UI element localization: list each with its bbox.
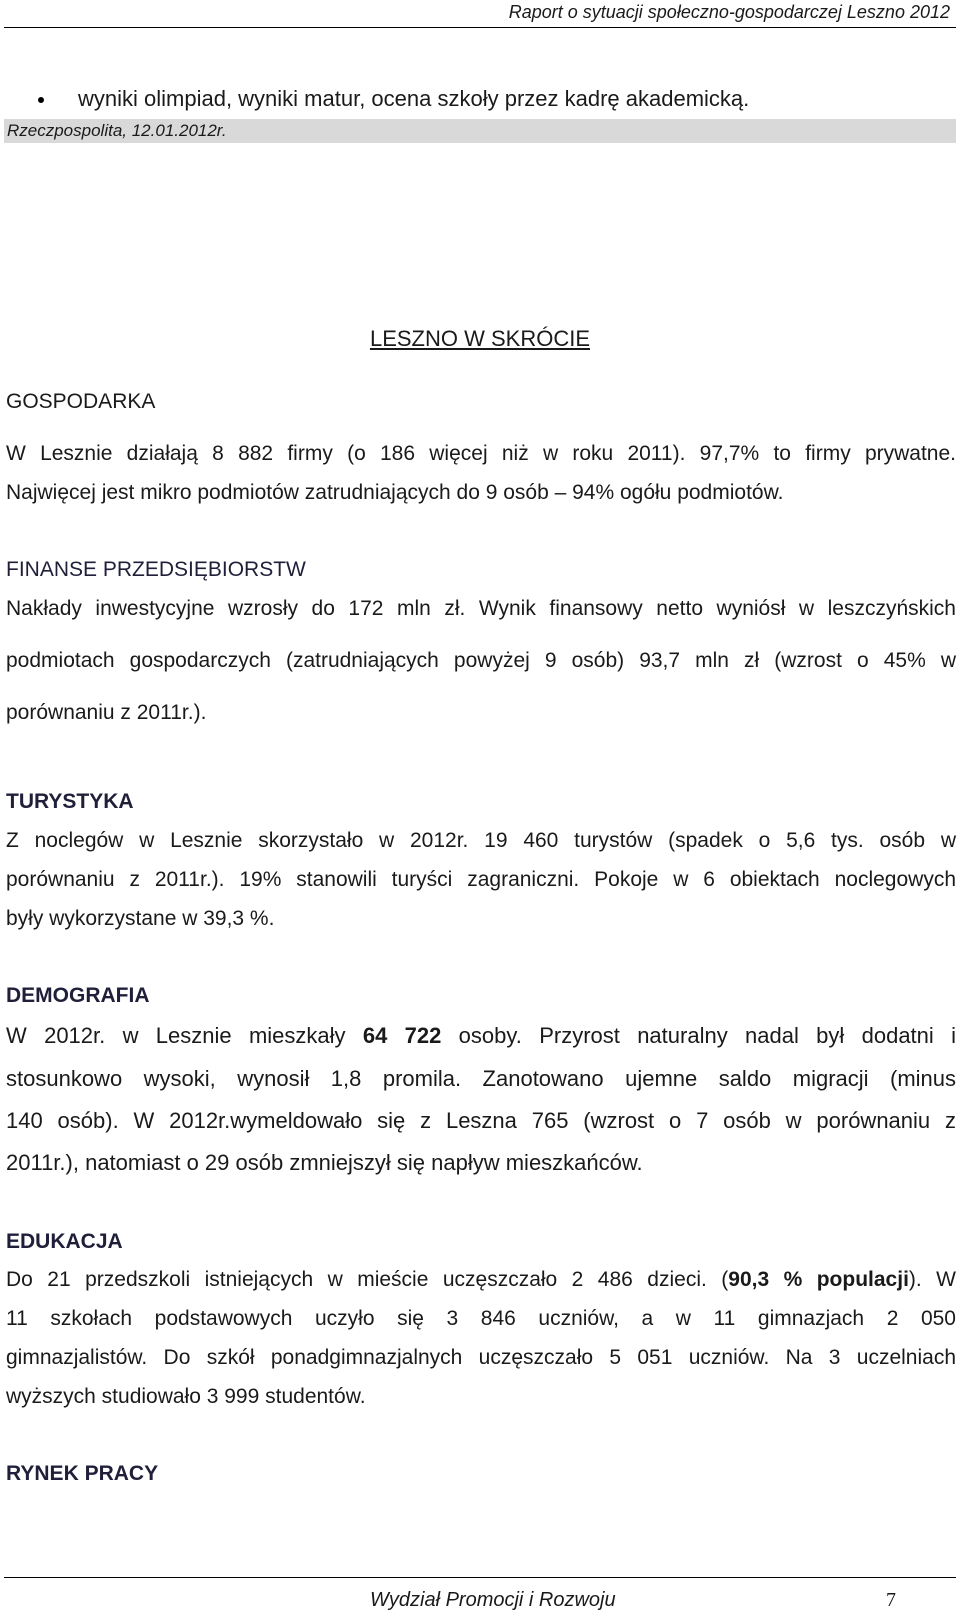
gospodarka-line-2: Najwięcej jest mikro podmiotów zatrudniających do 9 osób – 94% ogółu podmiotów.	[6, 481, 784, 504]
demografia-line-4: 2011r.), natomiast o 29 osób zmniejszył się napływ mieszkańców.	[6, 1150, 643, 1175]
preschool-percentage: 90,3 % populacji	[728, 1268, 909, 1291]
header-divider	[4, 27, 956, 28]
gospodarka-line-1: W Lesznie działają 8 882 firmy (o 186 więcej niż w roku 2011). 97,7% to firmy prywatne.	[6, 442, 956, 465]
source-citation: Rzeczpospolita, 12.01.2012r.	[7, 121, 227, 140]
heading-demografia: DEMOGRAFIA	[6, 984, 150, 1007]
edukacja-line-3: gimnazjalistów. Do szkół ponadgimnazjalnych uczęszczało 5 051 uczniów. Na 3 uczelniach	[6, 1346, 956, 1369]
turystyka-line-1: Z noclegów w Lesznie skorzystało w 2012r. 19 460 turystów (spadek o 5,6 tys. osób w	[6, 829, 956, 852]
section-main-title: LESZNO W SKRÓCIE	[369, 326, 591, 351]
finanse-line-3: porównaniu z 2011r.).	[6, 701, 207, 724]
heading-finanse: FINANSE PRZEDSIĘBIORSTW	[6, 558, 306, 581]
heading-turystyka: TURYSTYKA	[6, 790, 134, 813]
population-value: 64 722	[362, 1023, 442, 1048]
finanse-line-2: podmiotach gospodarczych (zatrudniających powyżej 9 osób) 93,7 mln zł (wzrost o 45% w	[6, 649, 956, 672]
bullet-item	[40, 84, 749, 114]
source-citation-bar	[4, 119, 956, 143]
turystyka-line-2: porównaniu z 2011r.). 19% stanowili turyści zagraniczni. Pokoje w 6 obiektach noclegowych	[6, 868, 956, 891]
finanse-line-1: Nakłady inwestycyjne wzrosły do 172 mln zł. Wynik finansowy netto wyniósł w leszczyńskich	[6, 597, 956, 620]
page-number: 7	[886, 1589, 896, 1611]
bullet-icon	[38, 97, 44, 103]
page-header	[0, 0, 960, 28]
turystyka-line-3: były wykorzystane w 39,3 %.	[6, 907, 275, 930]
bullet-text: wyniki olimpiad, wyniki matur, ocena szkoły przez kadrę akademicką.	[78, 86, 750, 111]
edukacja-line-1: Do 21 przedszkoli istniejących w mieście uczęszczało 2 486 dzieci. (90,3 % populacji). W	[6, 1268, 957, 1291]
demografia-line-2: stosunkowo wysoki, wynosił 1,8 promila. Zanotowano ujemne saldo migracji (minus	[6, 1066, 956, 1091]
demografia-line-1: W 2012r. w Lesznie mieszkały 64 722 osoby. Przyrost naturalny nadal był dodatni i	[6, 1023, 957, 1048]
footer-department: Wydział Promocji i Rozwoju	[370, 1589, 616, 1611]
header-title: Raport o sytuacji społeczno-gospodarczej Leszno 2012	[508, 2, 950, 22]
footer-divider	[4, 1577, 956, 1578]
heading-rynek-pracy: RYNEK PRACY	[6, 1462, 159, 1485]
heading-edukacja: EDUKACJA	[6, 1230, 123, 1253]
demografia-line-3: 140 osób). W 2012r.wymeldowało się z Leszna 765 (wzrost o 7 osób w porównaniu z	[6, 1108, 956, 1133]
heading-gospodarka: GOSPODARKA	[6, 390, 156, 413]
edukacja-line-4: wyższych studiowało 3 999 studentów.	[6, 1385, 366, 1408]
edukacja-line-2: 11 szkołach podstawowych uczyło się 3 846 uczniów, a w 11 gimnazjach 2 050	[6, 1307, 956, 1330]
